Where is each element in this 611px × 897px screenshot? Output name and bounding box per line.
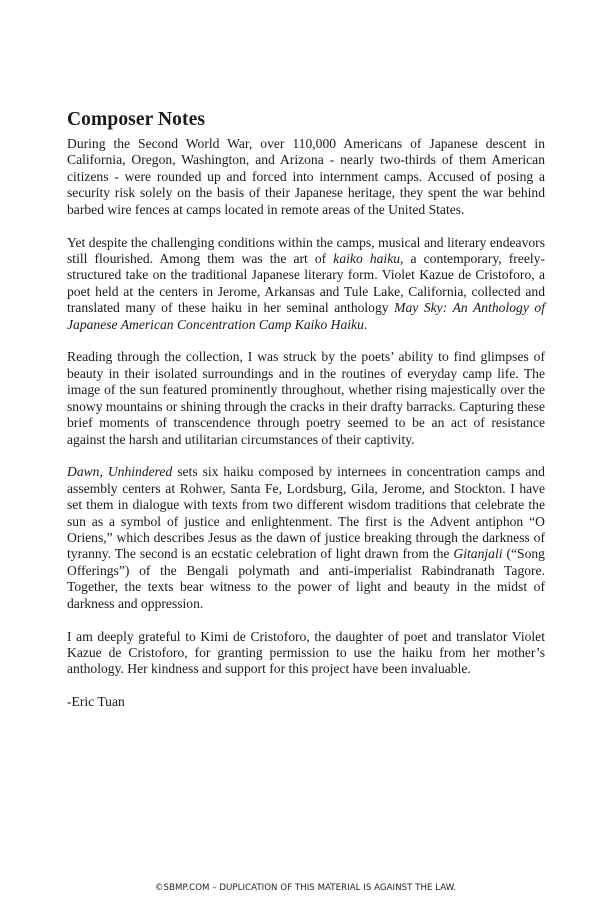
text-span: . xyxy=(363,316,368,332)
paragraph-kaiko-haiku xyxy=(67,235,545,333)
page-title: Composer Notes xyxy=(67,109,206,130)
paragraph-dawn-unhindered xyxy=(67,464,545,612)
italic-title-may-sky: May Sky: An Anthology of Japanese American Concentration Camp Kaiko Haiku xyxy=(67,300,545,332)
italic-title-gitanjali: Gitanjali xyxy=(453,546,503,562)
signature: -Eric Tuan xyxy=(67,694,125,710)
paragraph-reading-collection: Reading through the collection, I was struck by the poets’ ability to find glimpses of beauty in their isolated surroundings and in the routines of everyday camp life. The image of the sun featured prominently throughout, whether rising majestically over the snowy mountains or shining through the cracks in their drafty barracks. Capturing these brief moments of transcendence through poetry seemed to be an act of resistance against the harsh and utilitarian circumstances of their captivity. xyxy=(67,349,545,447)
paragraph-acknowledgement: I am deeply grateful to Kimi de Cristoforo, the daughter of poet and translator Violet Kazue de Cristoforo, for granting permission to use the haiku from her mother’s anthology. Her kindness and support for this project have been invaluable. xyxy=(67,628,545,677)
italic-title-dawn-unhindered: Dawn, Unhindered xyxy=(67,464,173,480)
text-span: (“Song Offerings”) of the Bengali polymath and anti-imperialist Rabindranath Tagore. Together, the texts bear witness to the power of light and beauty in the midst of darkness and oppression. xyxy=(67,546,545,611)
text-span: sets six haiku composed by internees in concentration camps and assembly centers at Rohwer, Santa Fe, Lordsburg, Gila, Jerome, and Stockton. I have set them in dialogue with texts from two different wisdom traditions that celebrate the sun as a symbol of justice and enlightenment. The first is the Advent antiphon “O Oriens,” which describes Jesus as the dawn of justice breaking through the darkness of tyranny. The second is an ecstatic celebration of light drawn from the xyxy=(67,464,545,562)
paragraph-internment: During the Second World War, over 110,000 Americans of Japanese descent in California, Oregon, Washington, and Arizona - nearly two-thirds of them American citizens - were rounded up and forced into internment camps. Accused of posing a security risk solely on the basis of their Japanese heritage, they spent the war behind barbed wire fences at camps located in remote areas of the United States. xyxy=(67,136,545,217)
page-body xyxy=(67,108,545,727)
copyright-footer: ©SBMP.COM – DUPLICATION OF THIS MATERIAL IS AGAINST THE LAW. xyxy=(154,883,457,893)
text-span: , a contemporary, freely-structured take on the traditional Japanese literary form. Violet Kazue de Cristoforo, a poet held at the centers in Jerome, Arkansas and Tule Lake, California, collected and translated many of these haiku in her seminal anthology xyxy=(67,250,545,316)
text-span: Yet despite the challenging conditions within the camps, musical and literary endeavors still flourished. Among them was the art of xyxy=(67,234,545,266)
italic-term-kaiko-haiku: kaiko haiku xyxy=(333,250,401,266)
